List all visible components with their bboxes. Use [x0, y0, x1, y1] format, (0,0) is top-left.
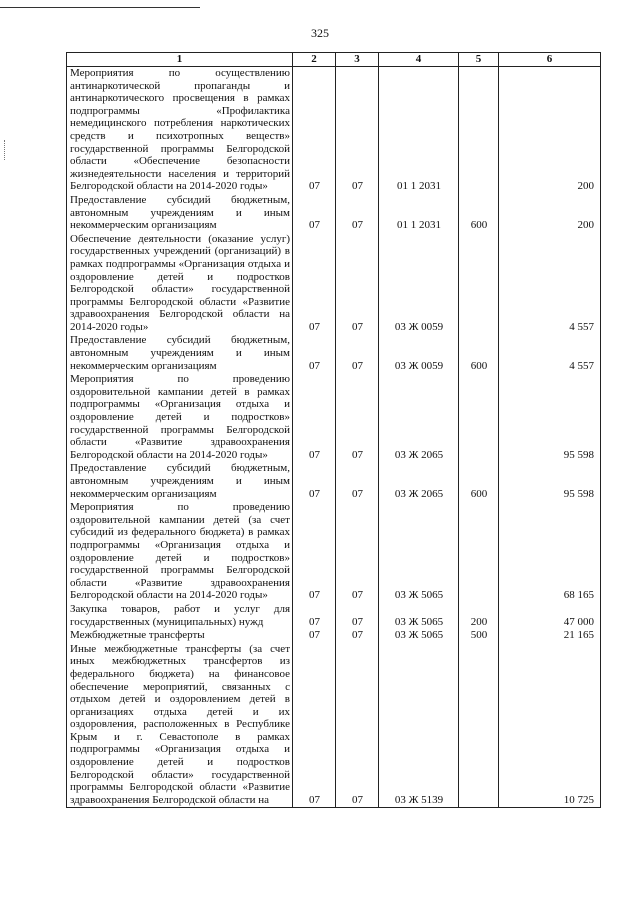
section-code: 07 [293, 603, 336, 629]
section-code: 07 [293, 501, 336, 603]
subsection-code: 07 [336, 629, 379, 643]
table-row [67, 462, 601, 501]
expense-type-code [459, 373, 499, 462]
subsection-code: 07 [336, 373, 379, 462]
expense-type-code: 500 [459, 629, 499, 643]
expense-type-code [459, 501, 499, 603]
target-article-code: 03 Ж 0059 [379, 233, 459, 335]
amount: 95 598 [499, 373, 601, 462]
row-description: Предоставление субсидий бюджетным, автономным учреждениям и иным некоммерческим организациям [67, 194, 293, 233]
section-code: 07 [293, 194, 336, 233]
section-code: 07 [293, 373, 336, 462]
subsection-code: 07 [336, 462, 379, 501]
expense-type-code: 200 [459, 603, 499, 629]
amount: 21 165 [499, 629, 601, 643]
subsection-code: 07 [336, 643, 379, 808]
margin-mark [4, 140, 8, 160]
section-code: 07 [293, 334, 336, 373]
subsection-code: 07 [336, 194, 379, 233]
target-article-code: 03 Ж 5065 [379, 603, 459, 629]
section-code: 07 [293, 643, 336, 808]
target-article-code: 03 Ж 2065 [379, 373, 459, 462]
expense-type-code: 600 [459, 334, 499, 373]
column-header: 5 [459, 53, 499, 67]
amount: 47 000 [499, 603, 601, 629]
table-row [67, 629, 601, 643]
expense-type-code: 600 [459, 194, 499, 233]
subsection-code: 07 [336, 603, 379, 629]
expense-type-code [459, 643, 499, 808]
table-row [67, 643, 601, 808]
table-row [67, 334, 601, 373]
target-article-code: 03 Ж 5139 [379, 643, 459, 808]
amount: 4 557 [499, 334, 601, 373]
table-row [67, 603, 601, 629]
target-article-code: 01 1 2031 [379, 194, 459, 233]
row-description: Межбюджетные трансферты [67, 629, 293, 643]
target-article-code: 03 Ж 5065 [379, 629, 459, 643]
column-header: 4 [379, 53, 459, 67]
section-code: 07 [293, 629, 336, 643]
amount: 200 [499, 194, 601, 233]
amount: 200 [499, 67, 601, 194]
row-description: Мероприятия по проведению оздоровительной кампании детей в рамках подпрограммы «Организация отдыха и оздоровление детей и подростков» государственной программы Белгородской области «Развитие здравоохранения Белгородской области на 2014-2020 годы» [67, 373, 293, 462]
row-description: Иные межбюджетные трансферты (за счет иных межбюджетных трансфертов из федерального бюджета) на финансовое обеспечение мероприятий, связанных с отдыхом детей и оздоровлением детей в организациях отдыха детей и их оздоровления, расположенных в Республике Крым и г. Севастополе в рамках подпрограммы «Организация отдыха и оздоровление детей и подростков Белгородской области» государственной программы Белгородской области «Развитие здравоохранения Белгородской области на [67, 643, 293, 808]
row-description: Мероприятия по проведению оздоровительной кампании детей (за счет субсидий из федерального бюджета) в рамках подпрограммы «Организация отдыха и оздоровление детей и подростков» государственной программы Белгородской области «Развитие здравоохранения Белгородской области на 2014-2020 годы» [67, 501, 293, 603]
amount: 95 598 [499, 462, 601, 501]
expense-type-code: 600 [459, 462, 499, 501]
expense-type-code [459, 67, 499, 194]
row-description: Предоставление субсидий бюджетным, автономным учреждениям и иным некоммерческим организациям [67, 462, 293, 501]
column-header: 6 [499, 53, 601, 67]
subsection-code: 07 [336, 501, 379, 603]
amount: 68 165 [499, 501, 601, 603]
row-description: Предоставление субсидий бюджетным, автономным учреждениям и иным некоммерческим организациям [67, 334, 293, 373]
amount: 4 557 [499, 233, 601, 335]
target-article-code: 03 Ж 0059 [379, 334, 459, 373]
subsection-code: 07 [336, 334, 379, 373]
target-article-code: 03 Ж 2065 [379, 462, 459, 501]
section-code: 07 [293, 233, 336, 335]
table-row [67, 501, 601, 603]
target-article-code: 01 1 2031 [379, 67, 459, 194]
table-row [67, 67, 601, 194]
table-row [67, 373, 601, 462]
expense-type-code [459, 233, 499, 335]
subsection-code: 07 [336, 67, 379, 194]
table-row [67, 233, 601, 335]
column-header: 3 [336, 53, 379, 67]
top-rule [0, 7, 200, 8]
budget-table [66, 52, 601, 808]
row-description: Обеспечение деятельности (оказание услуг) государственных учреждений (организаций) в рамках подпрограммы «Организация отдыха и оздоровление детей и подростков Белгородской области» государственной программы Белгородской области «Развитие здравоохранения Белгородской области на 2014-2020 годы» [67, 233, 293, 335]
row-description: Мероприятия по осуществлению антинаркотической пропаганды и антинаркотического просвещения в рамках подпрограммы «Профилактика немедицинского потребления наркотических средств и психотропных веществ» государственной программы Белгородской области «Обеспечение безопасности жизнедеятельности населения и территорий Белгородской области на 2014-2020 годы» [67, 67, 293, 194]
section-code: 07 [293, 67, 336, 194]
section-code: 07 [293, 462, 336, 501]
table-row [67, 194, 601, 233]
amount: 10 725 [499, 643, 601, 808]
column-header: 2 [293, 53, 336, 67]
column-header: 1 [67, 53, 293, 67]
column-header-row [67, 53, 601, 67]
page-number: 325 [311, 26, 329, 40]
target-article-code: 03 Ж 5065 [379, 501, 459, 603]
row-description: Закупка товаров, работ и услуг для государственных (муниципальных) нужд [67, 603, 293, 629]
subsection-code: 07 [336, 233, 379, 335]
